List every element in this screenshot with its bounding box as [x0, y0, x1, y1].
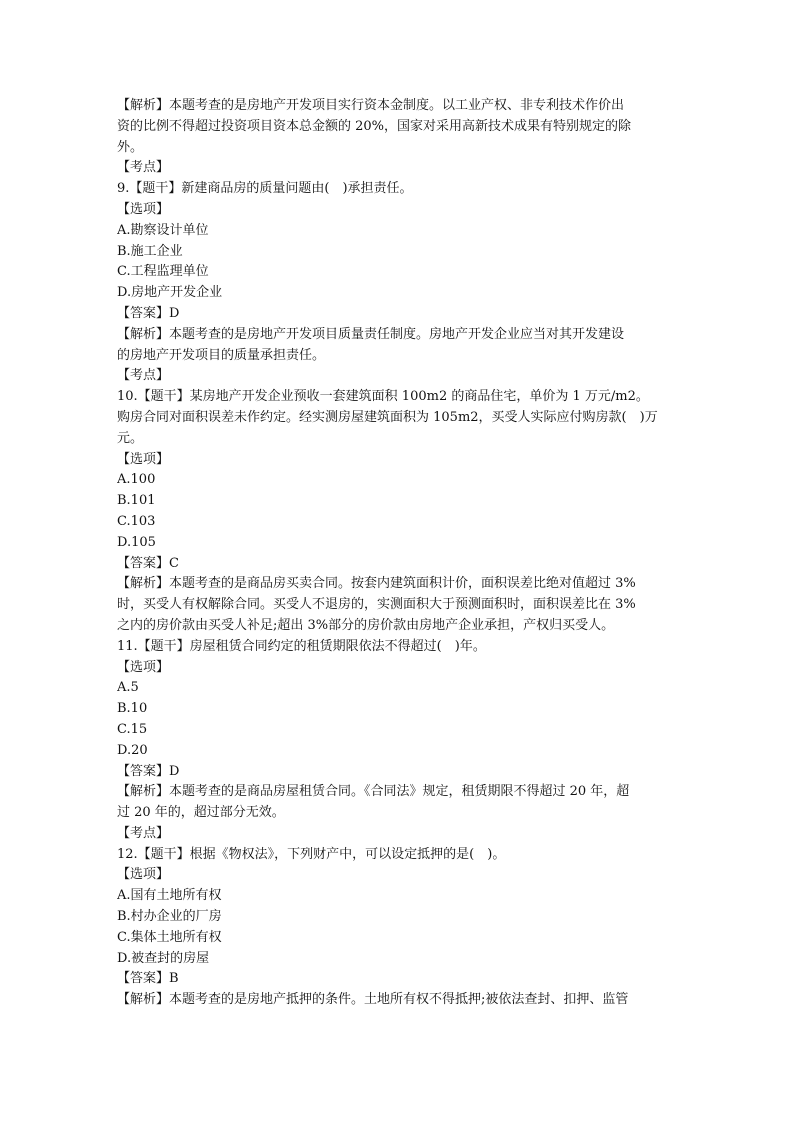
option-a: A.国有土地所有权 — [117, 888, 222, 904]
option-c: C.103 — [117, 513, 156, 529]
question-stem: 10.【题干】某房地产开发企业预收一套建筑面积 100m2 的商品住宅，单价为 1 万元/m2。 — [117, 389, 649, 405]
text-line: 资的比例不得超过投资项目资本总金额的 20%，国家对采用高新技术成果有特别规定的除 — [117, 118, 632, 134]
option-d: D.105 — [117, 534, 156, 550]
option-d: D.20 — [117, 742, 148, 758]
text-line: 之内的房价款由买受人补足;超出 3%部分的房价款由房地产企业承担，产权归买受人。 — [117, 617, 615, 633]
text-line: 外。 — [117, 139, 144, 155]
section-label: 【考点】 — [117, 368, 170, 384]
text-line: 【解析】本题考查的是商品房买卖合同。按套内建筑面积计价，面积误差比绝对值超过 3% — [117, 576, 636, 592]
document-body — [117, 96, 697, 1011]
text-line: 【解析】本题考查的是房地产开发项目实行资本金制度。以工业产权、非专利技术作价出 — [117, 98, 625, 113]
option-d: D.被查封的房屋 — [117, 950, 210, 966]
answer-line: 【答案】D — [117, 763, 180, 779]
text-line: 的房地产开发项目的质量承担责任。 — [117, 347, 326, 363]
text-line: 元。 — [117, 430, 144, 446]
option-c: C.工程监理单位 — [117, 264, 209, 280]
option-d: D.房地产开发企业 — [117, 285, 223, 301]
option-c: C.15 — [117, 721, 148, 737]
option-a: A.100 — [117, 472, 156, 488]
section-label: 【考点】 — [117, 825, 170, 841]
answer-line: 【答案】C — [117, 555, 179, 571]
text-line: 【解析】本题考查的是房地产开发项目质量责任制度。房地产开发企业应当对其开发建设 — [117, 326, 625, 342]
answer-line: 【答案】B — [117, 971, 179, 987]
text-line: 时，买受人有权解除合同。买受人不退房的，实测面积大于预测面积时，面积误差比在 3% — [117, 597, 636, 613]
question-stem: 12.【题干】根据《物权法》，下列财产中，可以设定抵押的是( )。 — [117, 846, 506, 862]
option-a: A.5 — [117, 680, 139, 696]
text-line: 购房合同对面积误差未作约定。经实测房屋建筑面积为 105m2，买受人实际应付购房款( )万 — [117, 409, 658, 425]
option-b: B.施工企业 — [117, 243, 183, 259]
question-stem: 9.【题干】新建商品房的质量问题由( )承担责任。 — [117, 181, 413, 197]
text-line: 【解析】本题考查的是商品房屋租赁合同。《合同法》规定，租赁期限不得超过 20 年，超 — [117, 784, 630, 800]
option-b: B.101 — [117, 493, 156, 509]
option-b: B.10 — [117, 701, 148, 717]
text-line: 过 20 年的，超过部分无效。 — [117, 805, 285, 821]
option-c: C.集体土地所有权 — [117, 929, 222, 945]
option-a: A.勘察设计单位 — [117, 222, 209, 238]
section-label: 【选项】 — [117, 201, 170, 217]
section-label: 【选项】 — [117, 659, 170, 675]
section-label: 【选项】 — [117, 867, 170, 883]
section-label: 【考点】 — [117, 160, 170, 176]
question-stem: 11.【题干】房屋租赁合同约定的租赁期限依法不得超过( )年。 — [117, 638, 486, 654]
option-b: B.村办企业的厂房 — [117, 909, 222, 925]
text-line: 【解析】本题考查的是房地产抵押的条件。土地所有权不得抵押;被依法查封、扣押、监管 — [117, 992, 629, 1008]
section-label: 【选项】 — [117, 451, 170, 467]
answer-line: 【答案】D — [117, 305, 180, 321]
